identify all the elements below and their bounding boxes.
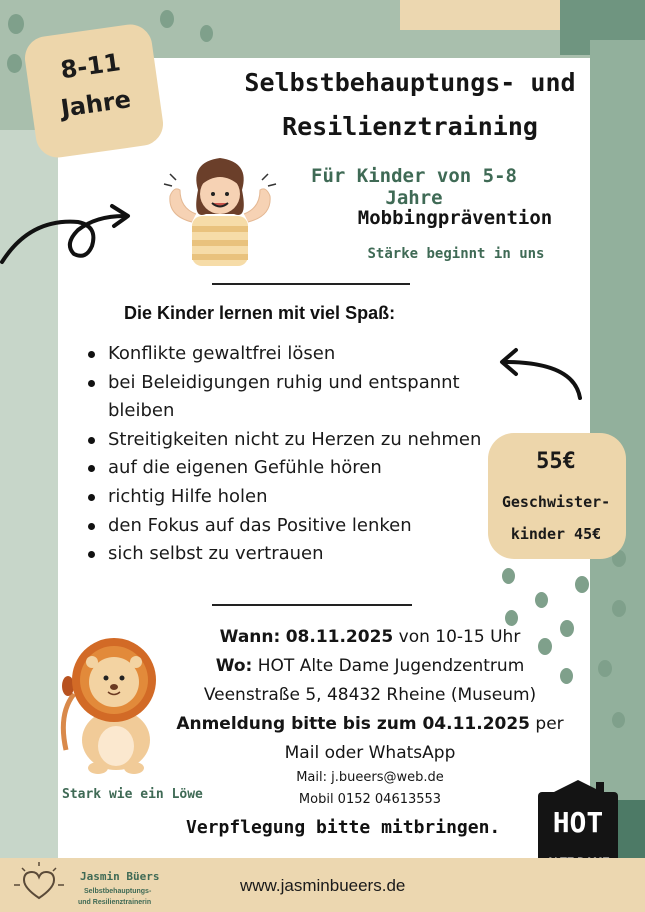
- website-link[interactable]: www.jasminbueers.de: [240, 876, 406, 895]
- deco-dot: [535, 592, 548, 608]
- age-badge: [22, 22, 166, 161]
- event-where: [150, 656, 590, 676]
- deco-dot: [575, 576, 589, 593]
- deco-dot: [8, 14, 24, 34]
- hot-letters: HOT: [552, 806, 604, 839]
- when-time: von 10-15 Uhr: [393, 627, 521, 647]
- list-item: Streitigkeiten nicht zu Herzen zu nehmen: [85, 426, 505, 455]
- trainer-title-line1: Selbstbehauptungs-: [84, 888, 152, 895]
- contact-mobile: Mobil 0152 04613553: [298, 792, 442, 807]
- sibling-price-line1: Geschwister-: [501, 493, 611, 511]
- event-when: [150, 627, 590, 647]
- price-badge: [488, 433, 626, 559]
- price-amount: 55€: [536, 449, 576, 474]
- divider: [212, 283, 410, 285]
- list-item: auf die eigenen Gefühle hören: [85, 454, 505, 483]
- subtitle-age-group: Für Kinder von 5-8 Jahre: [311, 165, 517, 209]
- when-date: 08.11.2025: [285, 627, 394, 647]
- when-label: Wann:: [219, 627, 281, 647]
- list-heading: Die Kinder lernen mit viel Spaß:: [124, 303, 396, 323]
- deco-dot: [200, 25, 213, 42]
- deco-dot: [612, 600, 626, 617]
- event-registration-line2: Mail oder WhatsApp: [284, 743, 456, 763]
- list-item: bei Beleidigungen ruhig und entspannt bleiben: [85, 369, 505, 426]
- list-item: richtig Hilfe holen: [85, 483, 505, 512]
- registration-deadline: Anmeldung bitte bis zum 04.11.2025: [176, 714, 531, 734]
- age-unit: Jahre: [59, 85, 133, 123]
- list-item: den Fokus auf das Positive lenken: [85, 512, 505, 541]
- sibling-price-line2: kinder 45€: [510, 525, 602, 543]
- trainer-title-line2: und Resilienztrainerin: [78, 899, 152, 906]
- deco-dot: [598, 660, 612, 677]
- deco-dot: [612, 712, 625, 728]
- list-item: sich selbst zu vertrauen: [85, 540, 505, 569]
- lion-caption: Stark wie ein Löwe: [62, 787, 203, 802]
- catering-note: Verpflegung bitte mitbringen.: [186, 817, 501, 838]
- learning-goals-list: [85, 340, 505, 569]
- where-label: Wo:: [215, 656, 253, 676]
- title-line2: Resilienztraining: [282, 112, 538, 141]
- deco-dot: [502, 568, 515, 584]
- trainer-name: Jasmin Büers: [80, 870, 160, 883]
- arrow-left-icon: [494, 340, 586, 402]
- deco-dot: [505, 610, 518, 626]
- registration-rest: per: [530, 714, 564, 734]
- title-line1: Selbstbehauptungs- und: [244, 68, 576, 97]
- age-range: 8-11: [58, 48, 123, 85]
- curly-arrow-icon: [0, 198, 140, 270]
- divider: [212, 604, 412, 606]
- deco-dot: [7, 54, 22, 73]
- deco-dot: [160, 10, 174, 28]
- list-item: Konflikte gewaltfrei lösen: [85, 340, 505, 369]
- heart-logo-icon: [8, 858, 70, 912]
- subtitle-topic: Mobbingprävention: [357, 207, 553, 229]
- tagline: Stärke beginnt in uns: [367, 246, 545, 262]
- event-registration: [150, 714, 590, 734]
- girl-illustration: [150, 150, 290, 268]
- house-roof-icon: [538, 778, 618, 798]
- where-value: HOT Alte Dame Jugendzentrum: [252, 656, 525, 676]
- event-address: Veenstraße 5, 48432 Rheine (Museum): [203, 685, 537, 705]
- contact-mail: Mail: j.bueers@web.de: [296, 770, 444, 785]
